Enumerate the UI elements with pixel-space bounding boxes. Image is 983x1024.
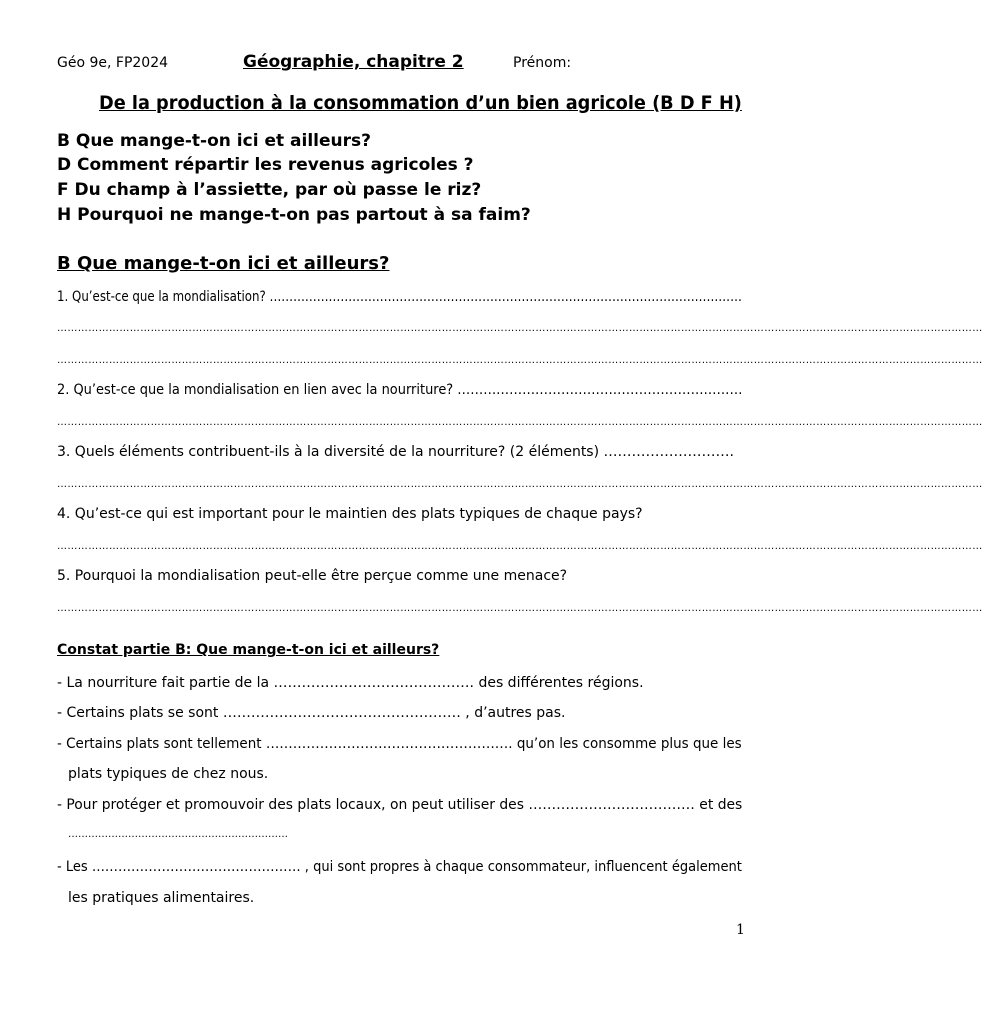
topic-f: F Du champ à l’assiette, par où passe le riz? <box>57 180 482 200</box>
answer-line: …………………………………………………………………………………………………………………………………………………………………………………………………………………………………………… <box>57 355 983 366</box>
question-1: 1. Qu’est-ce que la mondialisation? ………………………………………………………………………………………………………… <box>57 289 742 305</box>
page-number: 1 <box>736 922 745 938</box>
course-code: Géo 9e, FP2024 <box>57 55 169 71</box>
answer-line: …………………………………………………………………………………………………………………………………………………………………………………………………………………………………………… <box>57 323 983 334</box>
page-title: De la production à la consommation d’un bien agricole (B D F H) <box>99 92 742 114</box>
topic-h: H Pourquoi ne mange-t-on pas partout à sa faim? <box>57 205 531 225</box>
topic-b: B Que mange-t-on ici et ailleurs? <box>57 131 371 151</box>
question-2: 2. Qu’est-ce que la mondialisation en lien avec la nourriture? ………………………………………………………… <box>57 382 743 398</box>
question-5: 5. Pourquoi la mondialisation peut-elle être perçue comme une menace? <box>57 568 568 584</box>
answer-line: …………………………………………………………………………………………………………………………………………………………………………………………………………………………………………… <box>57 417 983 428</box>
constat-line-4: - Pour protéger et promouvoir des plats locaux, on peut utiliser des ……………………………… et des <box>57 797 743 813</box>
constat-line-3: - Certains plats sont tellement ………………………………………………. qu’on les consomme plus que les <box>57 736 742 752</box>
constat-line-4-cont: ………………………………………………………… <box>68 829 288 840</box>
topic-d: D Comment répartir les revenus agricoles ? <box>57 155 474 175</box>
answer-line: …………………………………………………………………………………………………………………………………………………………………………………………………………………………………………… <box>57 479 983 490</box>
constat-line-2: - Certains plats se sont …………………………………………… , d’autres pas. <box>57 705 566 721</box>
constat-line-5: - Les ………………………………………… , qui sont propres à chaque consommateur, influencent également <box>57 859 742 875</box>
section-b-title: B Que mange-t-on ici et ailleurs? <box>57 253 390 274</box>
constat-line-5-cont: les pratiques alimentaires. <box>68 890 255 906</box>
answer-line: …………………………………………………………………………………………………………………………………………………………………………………………………………………………………………… <box>57 541 983 552</box>
constat-line-1: - La nourriture fait partie de la ……………………………………. des différentes régions. <box>57 675 644 691</box>
question-3: 3. Quels éléments contribuent-ils à la diversité de la nourriture? (2 éléments) ………………………. <box>57 444 734 460</box>
first-name-label: Prénom: <box>513 55 572 71</box>
chapter-title: Géographie, chapitre 2 <box>243 52 464 72</box>
answer-line: …………………………………………………………………………………………………………………………………………………………………………………………………………………………………………… <box>57 603 983 614</box>
constat-title: Constat partie B: Que mange-t-on ici et ailleurs? <box>57 642 440 658</box>
question-4: 4. Qu’est-ce qui est important pour le maintien des plats typiques de chaque pays? <box>57 506 643 522</box>
constat-line-3-cont: plats typiques de chez nous. <box>68 766 269 782</box>
